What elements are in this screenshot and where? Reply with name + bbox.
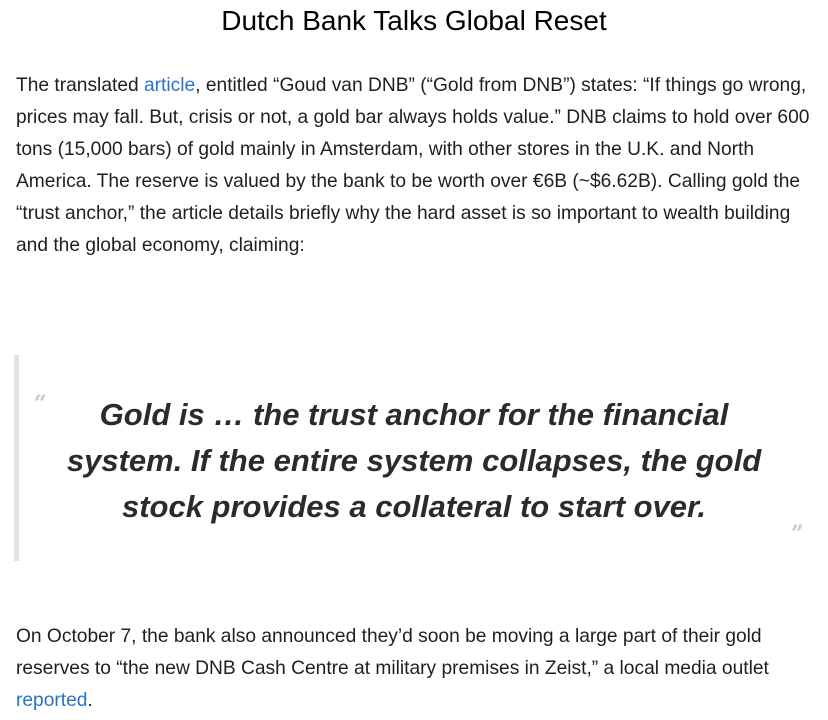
- blockquote-text: Gold is … the trust anchor for the financial system. If the entire system collapses, the gold stock provides a collateral to start over.: [66, 397, 762, 524]
- paragraph-followup-text-start: On October 7, the bank also announced they’d soon be moving a large part of their gold reserves to “the new DNB Cash Centre at military premises in Zeist,” a local media outlet: [16, 626, 769, 679]
- blockquote: [14, 355, 814, 561]
- paragraph-intro: [16, 70, 816, 262]
- close-quote-icon: ”: [791, 521, 804, 547]
- paragraph-intro-text-start: The translated: [16, 75, 144, 96]
- blockquote-border: [14, 355, 19, 561]
- open-quote-icon: “: [34, 391, 47, 417]
- paragraph-followup-text-end: .: [87, 690, 93, 711]
- reported-link[interactable]: reported: [16, 690, 88, 711]
- paragraph-intro-text-end: , entitled “Goud van DNB” (“Gold from DNB”) states: “If things go wrong, prices may fall. But, crisis or not, a gold bar always holds value.” DNB claims to hold over 600 tons (15,000 bars) of gold mainly in Amsterdam, with other stores in the U.K. and North America. The reserve is valued by the bank to be worth over €6B (~$6.62B). Calling gold the “trust anchor,” the article details briefly why the hard asset is so important to wealth building and the global economy, claiming:: [16, 75, 810, 256]
- article-link[interactable]: article: [144, 75, 196, 96]
- paragraph-followup: [16, 621, 816, 717]
- article-title: Dutch Bank Talks Global Reset: [221, 5, 607, 36]
